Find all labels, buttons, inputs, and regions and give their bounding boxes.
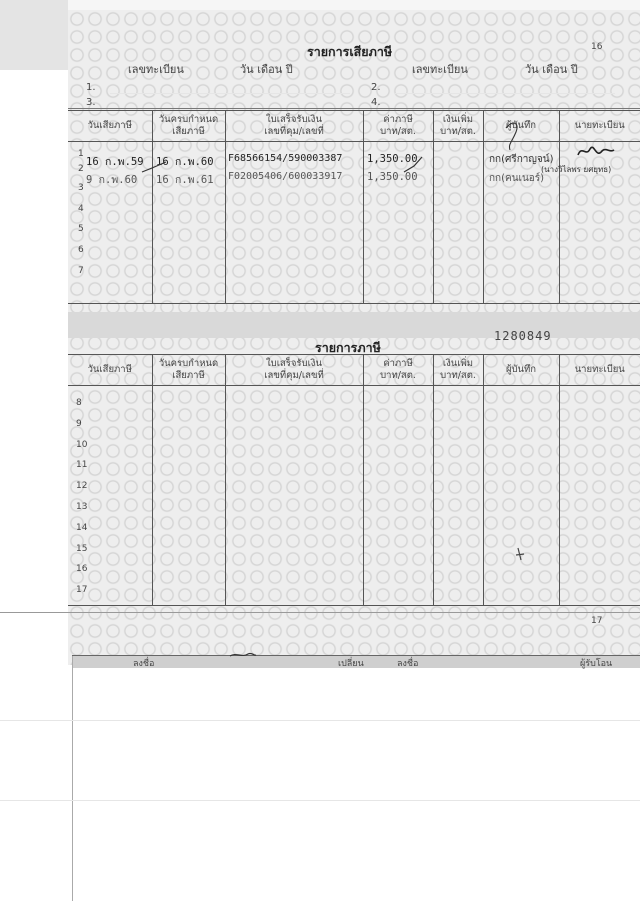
col-recorder: ผู้บันทึก <box>483 111 559 142</box>
top-title: รายการเสียภาษี <box>307 44 393 59</box>
top-divider <box>68 108 640 109</box>
bottom-tax-table <box>68 354 640 606</box>
row-number: 13 <box>76 501 88 512</box>
col-receipt: ใบเสร็จรับเงิน เลขที่คุม/เลขที่ <box>225 355 363 386</box>
entry2-recorder: กก(คนเนอร์) <box>489 173 545 184</box>
scan-edge-line <box>72 656 73 901</box>
bottom-row-numbers <box>76 393 87 601</box>
section-separator <box>68 312 640 338</box>
body-col <box>483 386 559 606</box>
bottom-title: รายการภาษี <box>315 340 381 355</box>
row-number: 9 <box>76 418 82 429</box>
row-number: 11 <box>76 460 88 471</box>
col-surcharge: เงินเพิ่ม บาท/สต. <box>433 355 483 386</box>
col-registrar: นายทะเบียน <box>559 355 640 386</box>
signature-stroke-icon <box>500 118 530 152</box>
item-3: 3. <box>86 97 96 108</box>
row-number: 8 <box>76 398 82 408</box>
item-1: 1. <box>86 82 96 93</box>
body-col <box>433 386 483 606</box>
row-number: 2 <box>78 163 84 174</box>
row-number: 6 <box>78 245 84 256</box>
row-number: 17 <box>76 585 88 596</box>
body-col <box>433 142 483 304</box>
col-registrar: นายทะเบียน <box>559 111 640 142</box>
tick-mark-icon <box>402 154 426 176</box>
reg-label-left: เลขทะเบียน <box>128 63 184 76</box>
footer-mid-word: เปลี่ยน <box>338 659 364 669</box>
binding-tab <box>0 0 68 70</box>
col-due-date: วันครบกำหนด เสียภาษี <box>152 111 225 142</box>
top-page-number: 16 <box>591 42 603 52</box>
reg-label-right: เลขทะเบียน <box>412 63 468 76</box>
row-number: 14 <box>76 522 88 533</box>
entry2-tax: 1,350.00 <box>367 171 418 183</box>
row-number: 10 <box>76 439 88 450</box>
tick-mark-icon <box>140 158 170 176</box>
date-label-left: วัน เดือน ปี <box>240 63 293 76</box>
bottom-page-number: 17 <box>591 616 603 626</box>
scan-artifact-line <box>0 720 640 721</box>
col-due-date: วันครบกำหนด เสียภาษี <box>152 355 225 386</box>
entry1-tax: 1,350.00 <box>367 153 418 165</box>
body-col <box>225 386 363 606</box>
top-tax-table <box>68 110 640 304</box>
body-col <box>225 142 363 304</box>
body-col <box>559 386 640 606</box>
item-line <box>395 93 615 94</box>
entry2-due-date: 16 ก.พ.61 <box>156 174 214 186</box>
registrar-signature-icon <box>576 143 616 163</box>
date-label-right: วัน เดือน ปี <box>525 63 578 76</box>
col-paid-date: วันเสียภาษี <box>68 355 152 386</box>
entry1-receipt: F68566154/590003387 <box>228 153 343 164</box>
body-col <box>363 386 433 606</box>
scan-artifact-line <box>0 800 640 801</box>
stray-mark-icon <box>514 546 528 564</box>
entry1-paid-date: 16 ก.พ.59 <box>86 156 144 168</box>
entry2-receipt: F02005406/600033917 <box>228 171 343 182</box>
row-number: 7 <box>78 265 84 276</box>
item-4: 4. <box>371 97 381 108</box>
entry1-registrar-note: (นางวิไลพร ยศยุทธ) <box>541 165 612 174</box>
serial-number: 1280849 <box>494 329 552 343</box>
sign-left-label: ลงชื่อ <box>133 659 155 669</box>
col-tax: ค่าภาษี บาท/สต. <box>363 111 433 142</box>
col-surcharge: เงินเพิ่ม บาท/สต. <box>433 111 483 142</box>
receiver-label: ผู้รับโอน <box>580 659 613 669</box>
row-number: 5 <box>78 224 84 235</box>
row-number: 15 <box>76 543 88 554</box>
row-number: 3 <box>78 182 84 193</box>
item-2: 2. <box>371 82 381 93</box>
entry2-paid-date: 9 ก.พ.60 <box>86 174 138 186</box>
row-number: 4 <box>78 203 84 214</box>
body-col <box>152 386 225 606</box>
entry1-recorder: กก(ศรีกาญจน์) <box>489 154 554 165</box>
col-receipt: ใบเสร็จรับเงิน เลขที่คุม/เลขที่ <box>225 111 363 142</box>
row-number: 1 <box>78 149 84 159</box>
top-row-numbers <box>78 144 84 282</box>
sign-right-label: ลงชื่อ <box>397 659 419 669</box>
page-fold-rule <box>0 612 640 613</box>
item-line <box>110 93 350 94</box>
col-paid-date: วันเสียภาษี <box>68 111 152 142</box>
top-edge <box>0 0 640 10</box>
col-tax: ค่าภาษี บาท/สต. <box>363 355 433 386</box>
entry1-due-date: 16 ก.พ.60 <box>156 156 214 168</box>
row-number: 12 <box>76 481 88 492</box>
col-recorder: ผู้บันทึก <box>483 355 559 386</box>
row-number: 16 <box>76 564 88 575</box>
signature-stroke-icon <box>228 650 258 662</box>
